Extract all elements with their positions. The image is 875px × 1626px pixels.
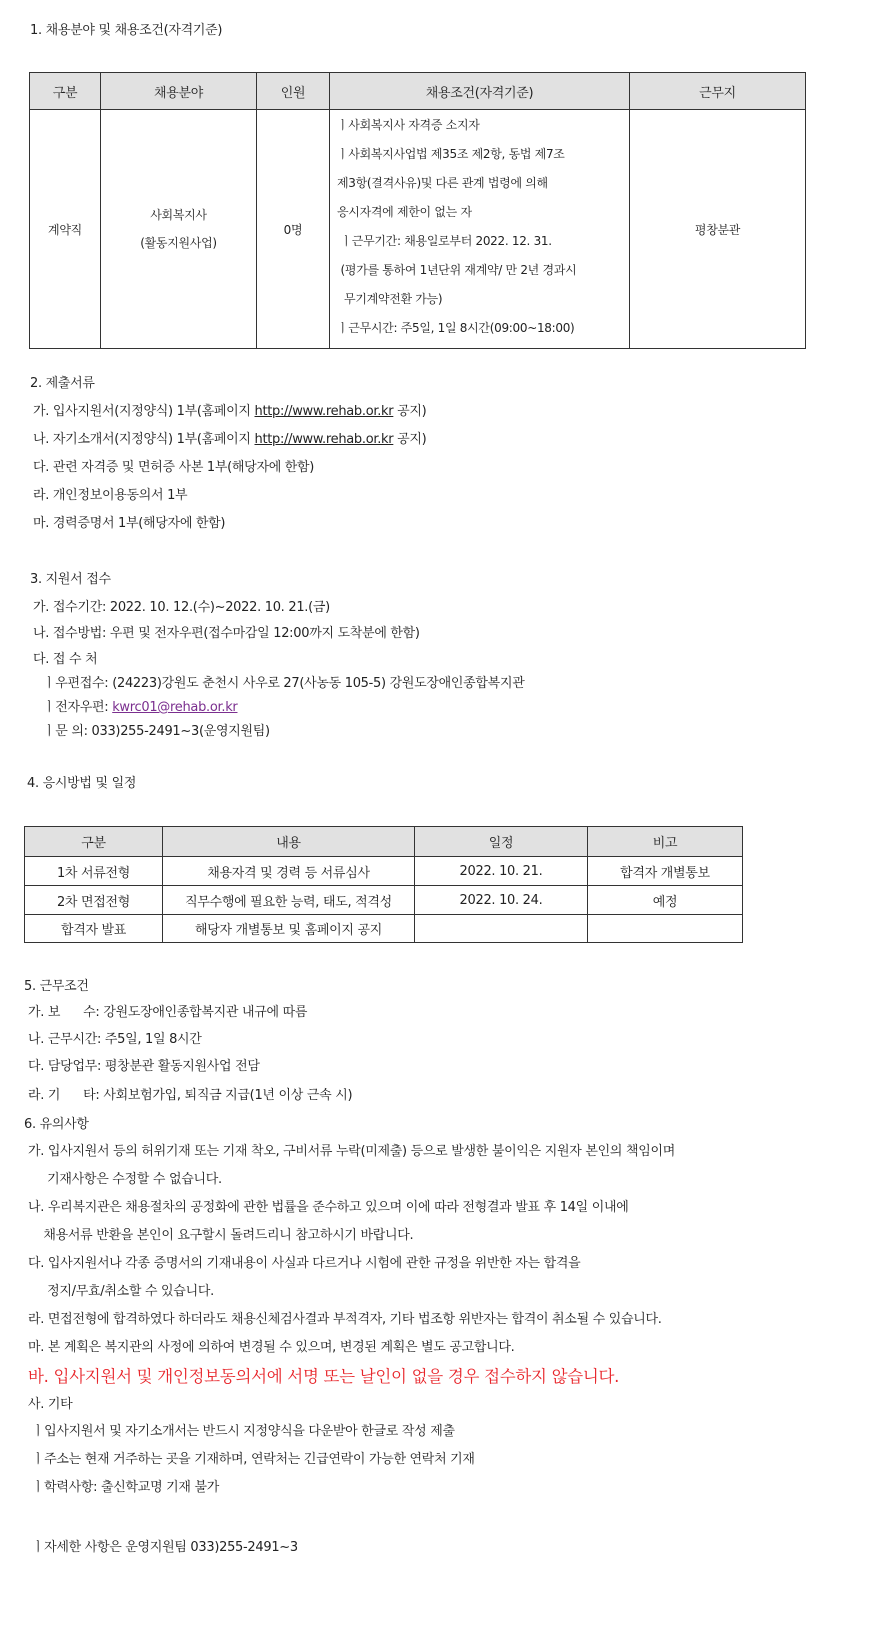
doc-item: 마. 경력증명서 1부(해당자에 한함): [33, 516, 226, 531]
notice-line: 기재사항은 수정할 수 없습니다.: [28, 1172, 222, 1187]
doc-item: [33, 403, 426, 421]
section-3-title: 3. 지원서 접수: [30, 572, 111, 587]
field-cell: [101, 110, 257, 349]
table-row: [25, 915, 743, 943]
application-method: 나. 접수방법: 우편 및 전자우편(접수마감일 12:00까지 도착분에 한함): [33, 626, 420, 641]
notice-line: 가. 입사지원서 등의 허위기재 또는 기재 착오, 구비서류 누락(미제출) 등으로 발생한 불이익은 지원자 본인의 책임이며: [28, 1144, 675, 1159]
employment-type: 계약직: [30, 110, 101, 349]
condition-item: 다. 담당업무: 평창분관 활동지원사업 전담: [28, 1059, 260, 1074]
email-line: [43, 699, 237, 717]
homepage-link[interactable]: http://www.rehab.or.kr: [254, 432, 394, 447]
doc-text: 나. 자기소개서(지정양식) 1부(홈페이지: [33, 432, 255, 447]
doc-item: [33, 431, 426, 449]
table-row: [25, 857, 743, 886]
col-header: 채용분야: [101, 73, 257, 110]
stage: 1차 서류전형: [25, 857, 163, 886]
notice-line: 라. 면접전형에 합격하였다 하더라도 채용신체검사결과 부적격자, 기타 법조항 위반자는 합격이 취소될 수 있습니다.: [28, 1312, 662, 1327]
col-header: 채용조건(자격기준): [330, 73, 630, 110]
condition-line: 무기계약전환 가능): [337, 292, 443, 306]
etc-line: ㅣ주소는 현재 거주하는 곳을 기재하며, 연락처는 긴급연락이 가능한 연락처 기재: [28, 1452, 475, 1467]
section-6-title: 6. 유의사항: [24, 1117, 89, 1132]
field-program: (활동지원사업): [140, 236, 217, 250]
condition-item: 라. 기 타: 사회보험가입, 퇴직금 지급(1년 이상 근속 시): [28, 1088, 353, 1103]
date: 2022. 10. 21.: [415, 857, 588, 886]
work-location: 평창분관: [630, 110, 806, 349]
col-header: 인원: [257, 73, 330, 110]
notice-line: 정지/무효/취소할 수 있습니다.: [28, 1284, 214, 1299]
condition-line: ㅣ근무시간: 주5일, 1일 8시간(09:00~18:00): [337, 321, 575, 335]
condition-item: 나. 근무시간: 주5일, 1일 8시간: [28, 1032, 202, 1047]
section-2-title: 2. 제출서류: [30, 376, 95, 391]
homepage-link[interactable]: http://www.rehab.or.kr: [254, 404, 394, 419]
col-header: 구분: [25, 827, 163, 857]
doc-item: 라. 개인정보이용동의서 1부: [33, 488, 188, 503]
content: 채용자격 및 경력 등 서류심사: [163, 857, 415, 886]
condition-line: 제3항(결격사유)및 다른 관계 법령에 의해: [337, 176, 548, 190]
section-4-title: 4. 응시방법 및 일정: [27, 776, 137, 791]
date: [415, 915, 588, 943]
schedule-table: [24, 826, 743, 943]
notice-line: 채용서류 반환을 본인이 요구할시 돌려드리니 참고하시기 바랍니다.: [28, 1228, 414, 1243]
email-link[interactable]: kwrc01@rehab.or.kr: [112, 700, 238, 715]
col-header: 일정: [415, 827, 588, 857]
email-label: ㅣ전자우편:: [43, 700, 113, 715]
contact-line: ㅣ자세한 사항은 운영지원팀 033)255-2491~3: [28, 1540, 298, 1555]
content: 직무수행에 필요한 능력, 태도, 적격성: [163, 886, 415, 915]
condition-item: 가. 보 수: 강원도장애인종합복지관 내규에 따름: [28, 1005, 308, 1020]
note: 합격자 개별통보: [588, 857, 743, 886]
table-row: [30, 110, 806, 349]
doc-text: 공지): [393, 404, 427, 419]
notice-line: 다. 입사지원서나 각종 증명서의 기재내용이 사실과 다르거나 시험에 관한 규정을 위반한 자는 합격을: [28, 1256, 581, 1271]
headcount: 0명: [257, 110, 330, 349]
doc-text: 가. 입사지원서(지정양식) 1부(홈페이지: [33, 404, 255, 419]
etc-title: 사. 기타: [28, 1397, 73, 1412]
field-name: 사회복지사: [150, 208, 207, 222]
notice-line: 마. 본 계획은 복지관의 사정에 의하여 변경될 수 있으며, 변경된 계획은 별도 공고합니다.: [28, 1340, 515, 1355]
col-header: 비고: [588, 827, 743, 857]
condition-line: ㅣ사회복지사 자격증 소지자: [337, 118, 480, 132]
postal-address: ㅣ우편접수: (24223)강원도 춘천시 사우로 27(사농동 105-5) 강원도장애인종합복지관: [43, 676, 525, 691]
date: 2022. 10. 24.: [415, 886, 588, 915]
etc-line: ㅣ입사지원서 및 자기소개서는 반드시 지정양식을 다운받아 한글로 작성 제출: [28, 1424, 455, 1439]
stage: 합격자 발표: [25, 915, 163, 943]
section-1-title: 1. 채용분야 및 채용조건(자격기준): [30, 23, 223, 38]
etc-line: ㅣ학력사항: 출신학교명 기재 불가: [28, 1480, 220, 1495]
col-header: 근무지: [630, 73, 806, 110]
condition-line: ㅣ사회복지사업법 제35조 제2항, 동법 제7조: [337, 147, 565, 161]
notice-line: 나. 우리복지관은 채용절차의 공정화에 관한 법률을 준수하고 있으며 이에 따라 전형결과 발표 후 14일 이내에: [28, 1200, 629, 1215]
note: [588, 915, 743, 943]
note: 예정: [588, 886, 743, 915]
application-place: 다. 접 수 처: [33, 652, 98, 667]
doc-text: 공지): [393, 432, 427, 447]
content: 해당자 개별통보 및 홈페이지 공지: [163, 915, 415, 943]
col-header: 구분: [30, 73, 101, 110]
recruitment-table: [29, 72, 806, 349]
signature-warning: 바. 입사지원서 및 개인정보동의서에 서명 또는 날인이 없을 경우 접수하지 않습니다.: [28, 1367, 620, 1386]
inquiry-line: ㅣ문 의: 033)255-2491~3(운영지원팀): [43, 724, 270, 739]
condition-line: ㅣ근무기간: 채용일로부터 2022. 12. 31.: [337, 234, 552, 248]
conditions-cell: [330, 110, 630, 349]
doc-item: 다. 관련 자격증 및 면허증 사본 1부(해당자에 한함): [33, 460, 315, 475]
application-period: 가. 접수기간: 2022. 10. 12.(수)~2022. 10. 21.(금): [33, 600, 330, 615]
condition-line: 응시자격에 제한이 없는 자: [337, 205, 472, 219]
col-header: 내용: [163, 827, 415, 857]
table-row: [25, 886, 743, 915]
stage: 2차 면접전형: [25, 886, 163, 915]
condition-line: (평가를 통하여 1년단위 재계약/ 만 2년 경과시: [337, 263, 577, 277]
section-5-title: 5. 근무조건: [24, 979, 89, 994]
